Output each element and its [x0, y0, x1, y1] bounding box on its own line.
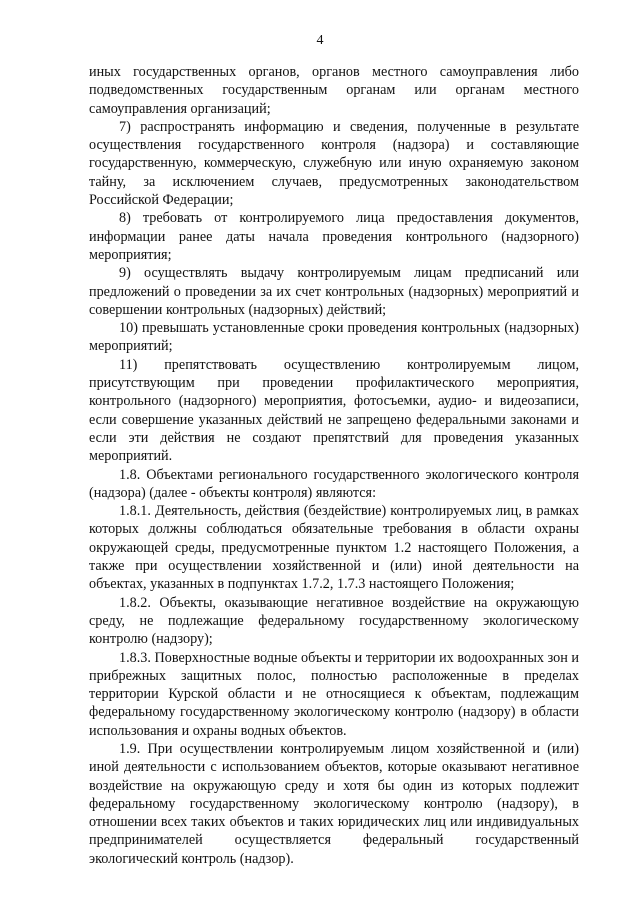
page-number: 4	[316, 33, 324, 48]
paragraph-item-10: 10) превышать установленные сроки проведения контрольных (надзорных) мероприятий;	[89, 320, 579, 355]
paragraph-1-8-2: 1.8.2. Объекты, оказывающие негативное воздействие на окружающую среду, не подлежащие федеральному государственному экологическому контролю (надзору);	[89, 594, 579, 648]
paragraph-item-7: 7) распространять информацию и сведения, полученные в результате осуществления государственного контроля (надзора) и составляющие государственную, коммерческую, служебную или иную охраняемую законом тайну, за исключением случаев, предусмотренных законодательством Российской Федерации;	[89, 118, 579, 209]
document-body	[89, 63, 579, 868]
paragraph-1-8: 1.8. Объектами регионального государственного экологического контроля (надзора) (далее - объекты контроля) являются:	[89, 466, 579, 501]
paragraph-continuation: иных государственных органов, органов местного самоуправления либо подведомственных государственным органам или органам местного самоуправления организаций;	[89, 64, 579, 117]
paragraph-1-9: 1.9. При осуществлении контролируемым лицом хозяйственной и (или) иной деятельности с использованием объектов, которые оказывают негативное воздействие на окружающую среду и хотя бы один из которых подлежит федеральному государственному экологическому контролю (надзору), в отношении всех таких объектов и таких юридических лиц или индивидуальных предпринимателей осуществляется федеральный государственный экологический контроль (надзор).	[89, 740, 579, 867]
paragraph-1-8-1: 1.8.1. Деятельность, действия (бездействие) контролируемых лиц, в рамках которых должны соблюдаться обязательные требования в области охраны окружающей среды, предусмотренные пунктом 1.2 настоящего Положения, а также при осуществлении хозяйственной и (или) иной деятельности на объектах, указанных в подпунктах 1.7.2, 1.7.3 настоящего Положения;	[89, 503, 579, 593]
paragraph-item-9: 9) осуществлять выдачу контролируемым лицам предписаний или предложений о проведении за их счет контрольных (надзорных) мероприятий и совершении контрольных (надзорных) действий;	[89, 265, 579, 318]
paragraph-1-8-3: 1.8.3. Поверхностные водные объекты и территории их водоохранных зон и прибрежных защитных полос, полностью расположенные в пределах территории Курской области и не относящиеся к объектам, подлежащим федеральному государственному экологическому контролю (надзору) в области использования и охраны водных объектов.	[89, 649, 579, 739]
paragraph-item-11: 11) препятствовать осуществлению контролируемым лицом, присутствующим при проведении профилактического мероприятия, контрольного (надзорного) мероприятия, фотосъемки, аудио- и видеозаписи, если совершение указанных действий не запрещено федеральными законами и если эти действия не создают препятствий для проведения указанных мероприятий.	[89, 356, 579, 465]
paragraph-item-8: 8) требовать от контролируемого лица предоставления документов, информации ранее даты начала проведения контрольного (надзорного) мероприятия;	[89, 210, 579, 263]
